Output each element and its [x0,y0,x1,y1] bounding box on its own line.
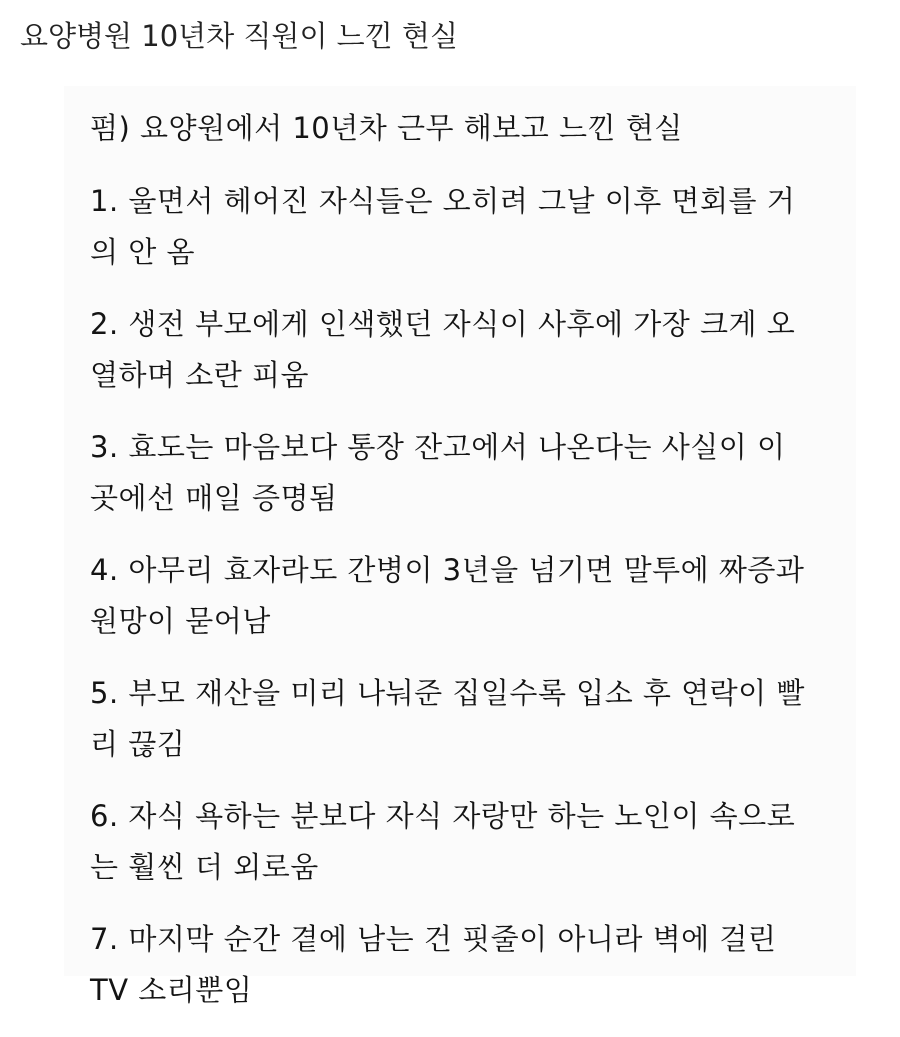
list-item-line: 5. 부모 재산을 미리 나눠준 집일수록 입소 후 연락이 빨 [90,676,805,710]
list-item [90,791,840,893]
list-item [90,545,840,647]
list-item [90,914,840,1016]
list-item-line: 원망이 묻어남 [90,604,271,638]
post-image [64,86,856,1007]
list-item [90,668,840,770]
list-item-line: 곳에선 매일 증명됨 [90,481,338,515]
list-item-line: 7. 마지막 순간 곁에 남는 건 핏줄이 아니라 벽에 걸린 [90,922,777,956]
post-title: 요양병원 10년차 직원이 느낀 현실 [20,19,458,53]
list-item [90,422,840,524]
list-item-line: 4. 아무리 효자라도 간병이 3년을 넘기면 말투에 짜증과 [90,553,805,587]
list-item-line: 열하며 소란 피움 [90,358,310,392]
list-item-line: 리 끊김 [90,727,186,761]
reality-list [90,176,840,1037]
list-item-line: 의 안 옴 [90,235,195,269]
image-heading: 펌) 요양원에서 10년차 근무 해보고 느낀 현실 [90,111,683,145]
list-item [90,299,840,401]
list-item-line: 는 훨씬 더 외로움 [90,850,319,884]
list-item-line: 2. 생전 부모에게 인색했던 자식이 사후에 가장 크게 오 [90,307,796,341]
list-item-line: TV 소리뿐임 [90,973,253,1007]
list-item-line: 3. 효도는 마음보다 통장 잔고에서 나온다는 사실이 이 [90,430,786,464]
list-item-line: 1. 울면서 헤어진 자식들은 오히려 그날 이후 면회를 거 [90,184,796,218]
list-item-line: 6. 자식 욕하는 분보다 자식 자랑만 하는 노인이 속으로 [90,799,796,833]
list-item [90,176,840,278]
